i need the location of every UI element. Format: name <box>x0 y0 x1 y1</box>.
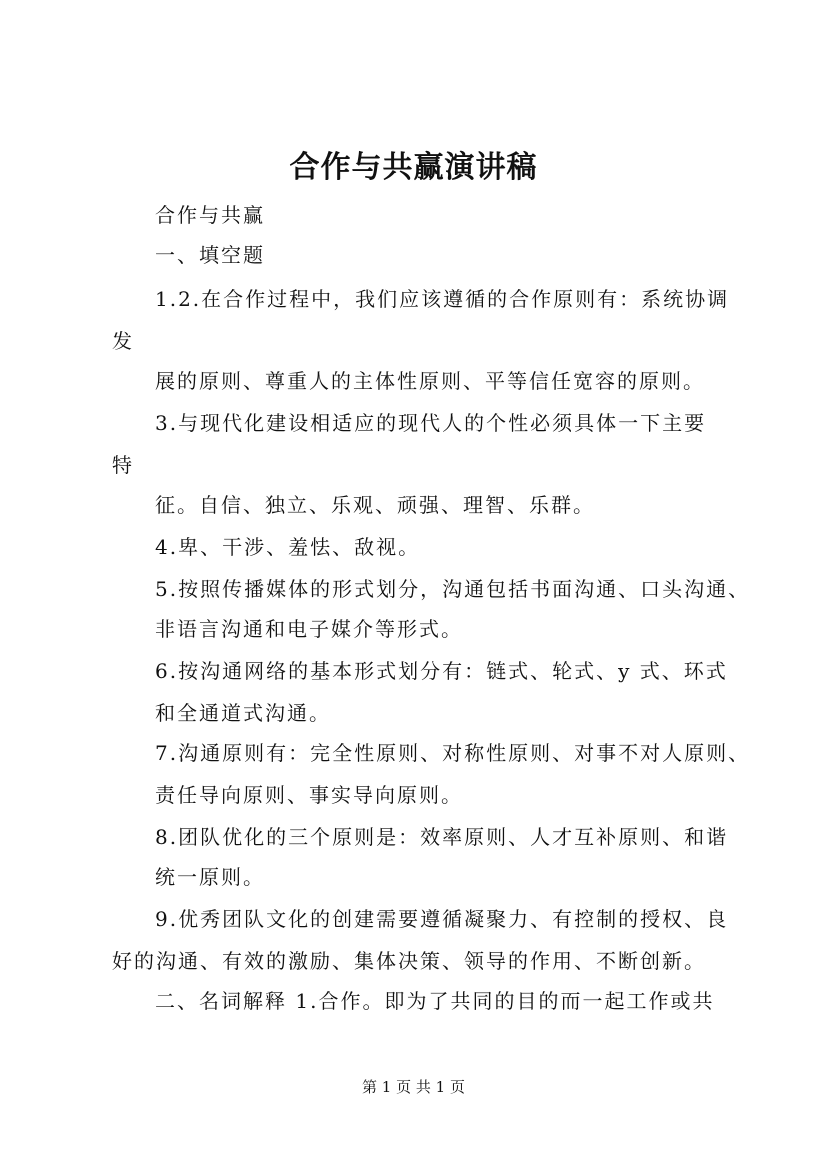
body-line: 责任导向原则、事实导向原则。 <box>155 783 463 807</box>
body-line: 7.沟通原则有：完全性原则、对称性原则、对事不对人原则、 <box>155 741 751 765</box>
body-line: 发 <box>112 329 134 353</box>
body-line: 统一原则。 <box>155 865 265 889</box>
body-line: 和全通道式沟通。 <box>155 701 331 725</box>
body-line: 3.与现代化建设相适应的现代人的个性必须具体一下主要 <box>155 411 707 435</box>
body-line: 征。自信、独立、乐观、顽强、理智、乐群。 <box>155 493 595 517</box>
body-line: 1.2.在合作过程中，我们应该遵循的合作原则有：系统协调 <box>155 287 730 311</box>
body-line: 9.优秀团队文化的创建需要遵循凝聚力、有控制的授权、良 <box>155 907 729 931</box>
document-title: 合作与共赢演讲稿 <box>289 150 538 185</box>
body-line: 合作与共赢 <box>155 203 265 227</box>
body-line: 6.按沟通网络的基本形式划分有：链式、轮式、y 式、环式 <box>155 659 728 683</box>
body-line: 好的沟通、有效的激励、集体决策、领导的作用、不断创新。 <box>112 949 706 973</box>
body-line: 8.团队优化的三个原则是：效率原则、人才互补原则、和谐 <box>155 825 729 849</box>
body-line: 4.卑、干涉、羞怯、敌视。 <box>155 535 421 559</box>
body-line: 一、填空题 <box>155 243 265 267</box>
body-line: 5.按照传播媒体的形式划分，沟通包括书面沟通、口头沟通、 <box>155 577 751 601</box>
body-line: 特 <box>112 453 134 477</box>
page-number-footer: 第 1 页 共 1 页 <box>362 1078 465 1096</box>
body-line: 非语言沟通和电子媒介等形式。 <box>155 617 463 641</box>
body-line: 展的原则、尊重人的主体性原则、平等信任宽容的原则。 <box>155 369 705 393</box>
body-line: 二、名词解释 1.合作。即为了共同的目的而一起工作或共 <box>155 989 715 1013</box>
